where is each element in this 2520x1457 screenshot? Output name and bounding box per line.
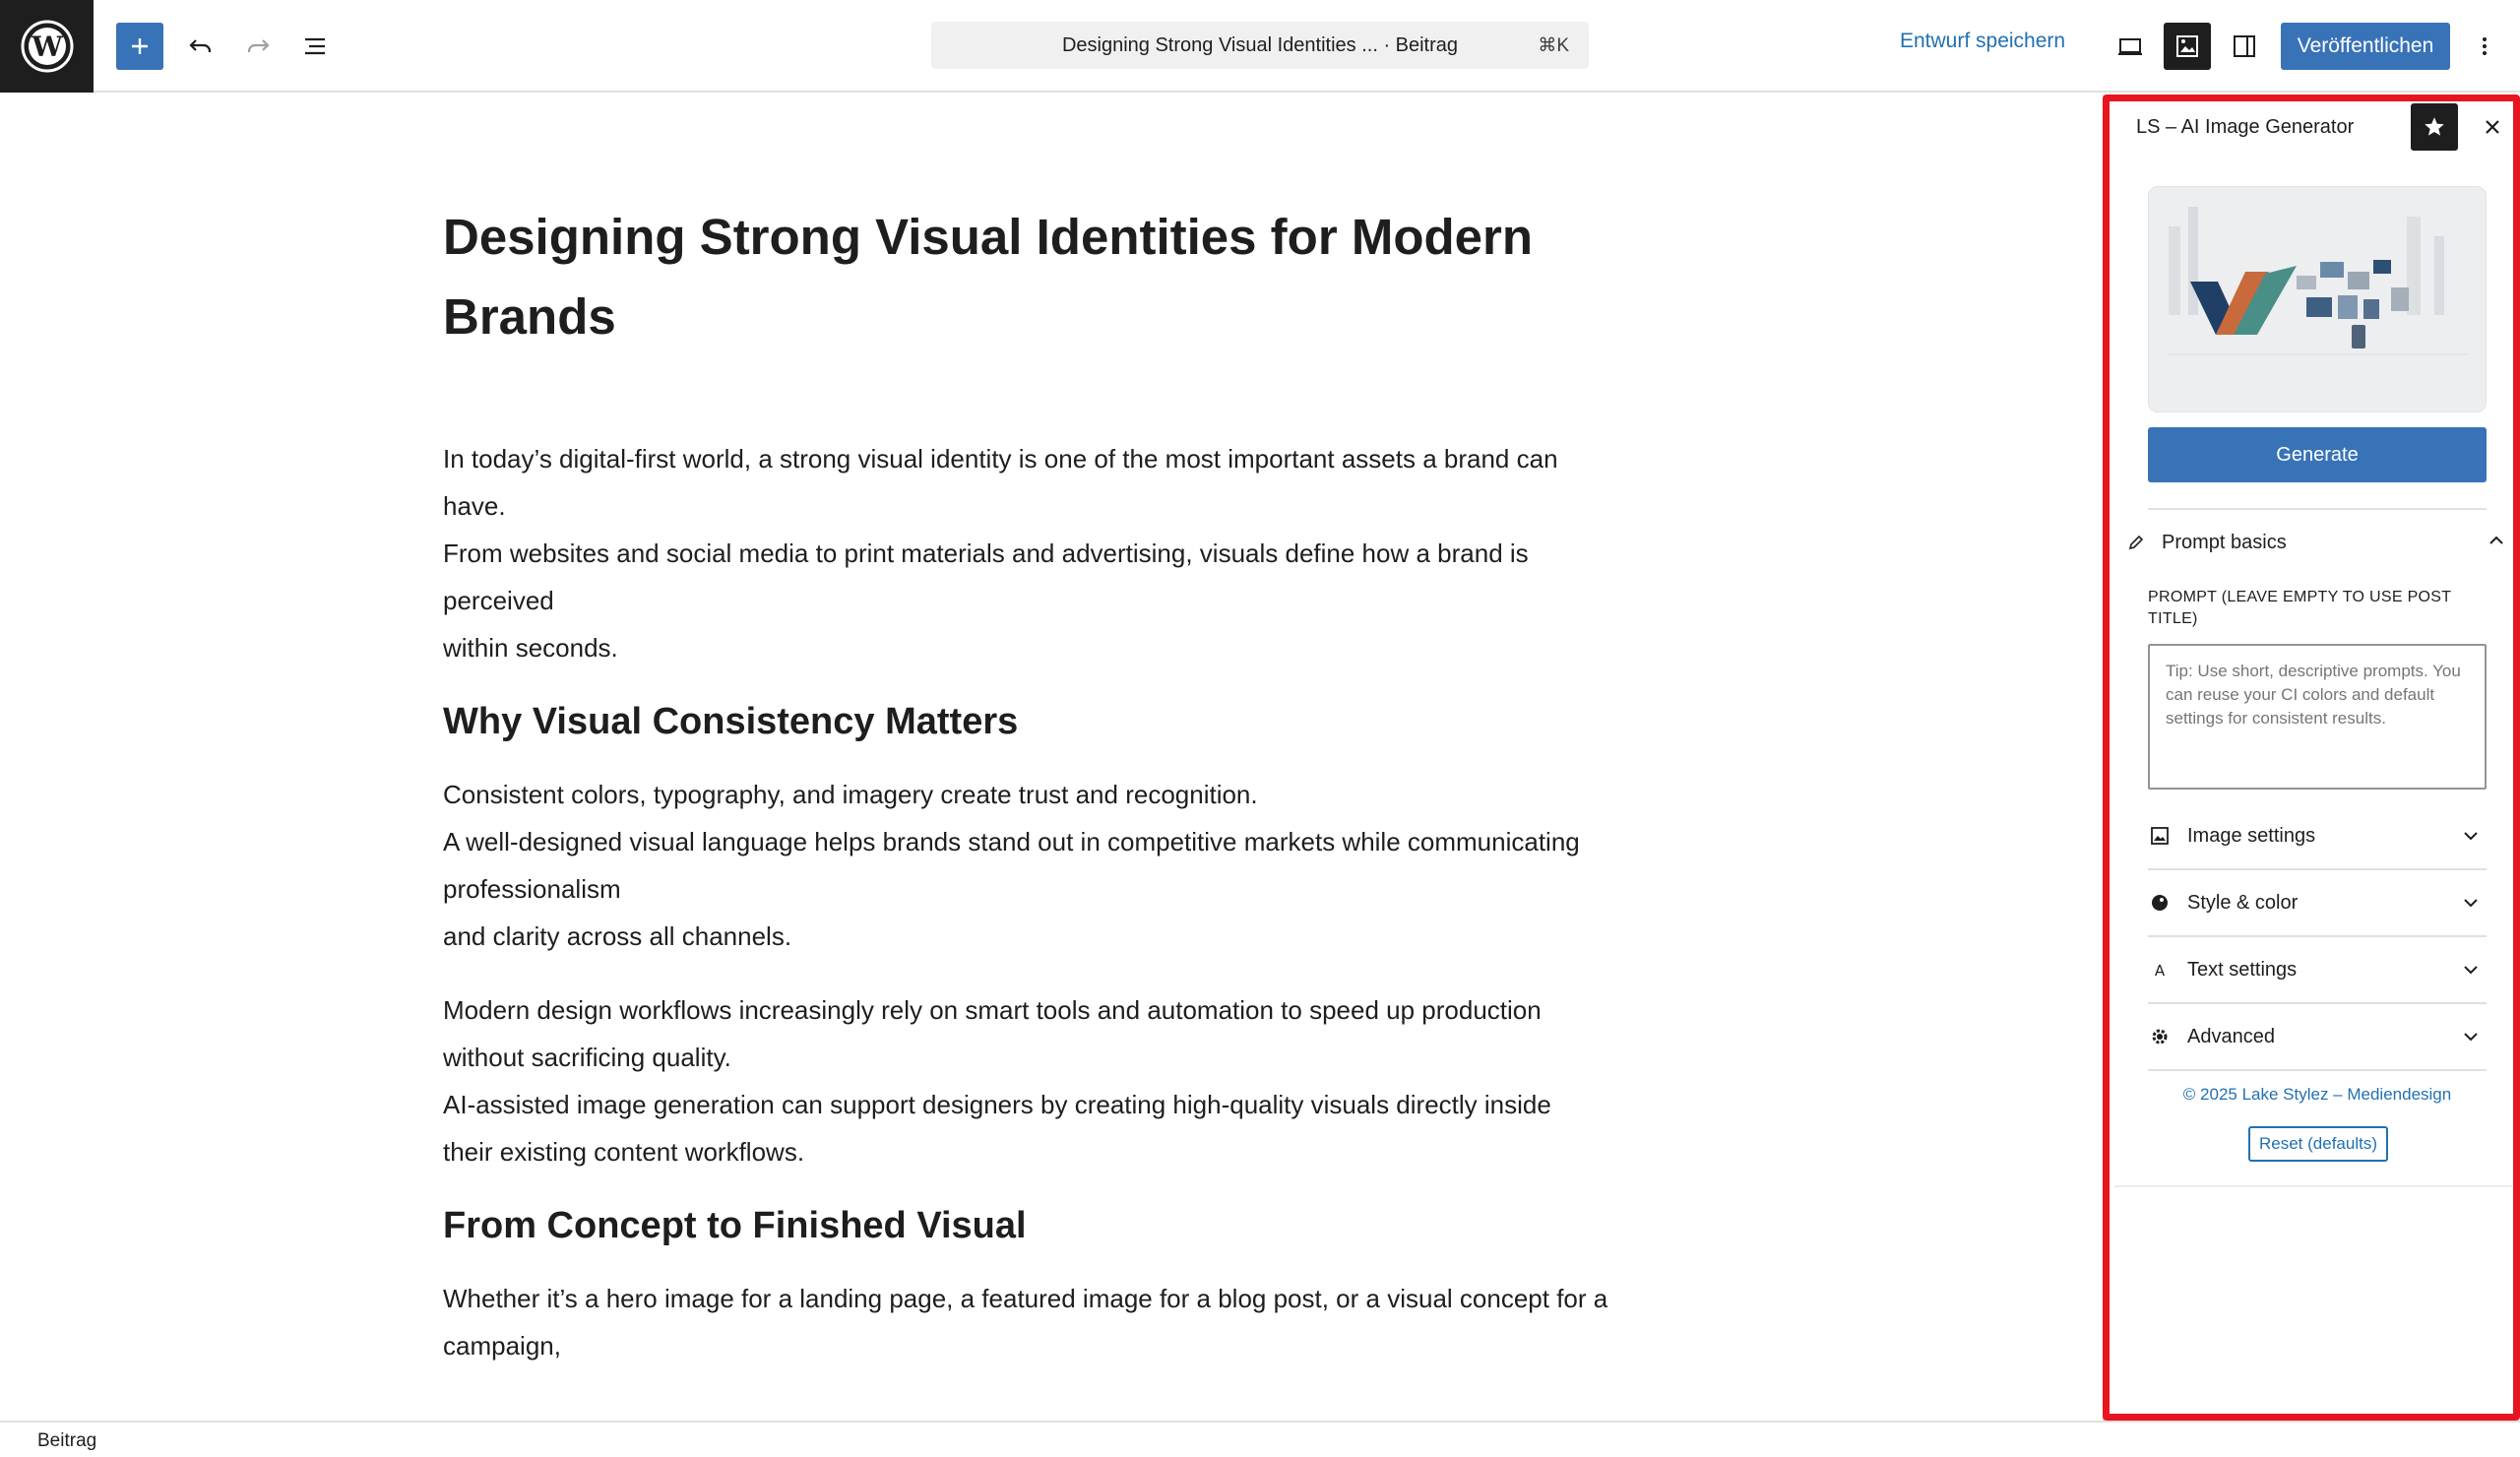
image-settings-label: Image settings xyxy=(2187,824,2316,847)
chevron-down-icon xyxy=(2459,824,2483,848)
chevron-up-icon xyxy=(2487,531,2506,555)
chevron-down-icon xyxy=(2459,958,2483,982)
generated-image-preview xyxy=(2148,186,2487,412)
chevron-down-icon xyxy=(2459,891,2483,915)
paragraph-line: campaign, xyxy=(443,1331,561,1361)
sidebar-title: LS – AI Image Generator xyxy=(2136,116,2355,138)
command-palette-bar[interactable] xyxy=(931,22,1589,69)
plus-icon xyxy=(128,34,152,58)
paragraph-block[interactable] xyxy=(443,986,1664,1175)
post-title[interactable]: Designing Strong Visual Identities for Modern Brands xyxy=(443,209,1533,345)
paragraph-line: AI-assisted image generation can support designers by creating high-quality visuals directly inside xyxy=(443,1090,1551,1119)
prompt-basics-label: Prompt basics xyxy=(2162,531,2287,553)
star-icon xyxy=(2422,114,2447,140)
paragraph-line: and clarity across all channels. xyxy=(443,921,792,951)
gear-icon xyxy=(2148,1025,2172,1048)
heading-block[interactable]: Why Visual Consistency Matters xyxy=(443,701,1019,742)
svg-text:A: A xyxy=(2154,962,2166,980)
heading-block[interactable]: From Concept to Finished Visual xyxy=(443,1205,1027,1246)
sidebar-header xyxy=(2105,95,2520,158)
copyright-link[interactable]: © 2025 Lake Stylez – Mediendesign xyxy=(2182,1085,2452,1104)
svg-text:W: W xyxy=(31,31,63,63)
prompt-basics-toggle[interactable] xyxy=(2124,518,2506,567)
options-menu-button[interactable] xyxy=(2461,23,2508,70)
image-generator-icon xyxy=(2173,32,2202,61)
list-view-icon xyxy=(301,32,329,60)
prompt-input[interactable] xyxy=(2148,644,2487,790)
palette-icon xyxy=(2148,891,2172,915)
paragraph-line: perceived xyxy=(443,586,554,615)
paragraph-line: within seconds. xyxy=(443,633,618,663)
editor-toolbar xyxy=(0,0,2520,93)
advanced-toggle[interactable] xyxy=(2148,1004,2487,1069)
paragraph-block[interactable] xyxy=(443,771,1664,960)
paragraph-block[interactable] xyxy=(443,435,1664,671)
style-color-label: Style & color xyxy=(2187,891,2299,914)
image-settings-toggle[interactable] xyxy=(2148,803,2487,868)
wordpress-logo-button[interactable] xyxy=(0,0,94,93)
chevron-down-icon xyxy=(2459,1025,2483,1048)
settings-sidebar-button[interactable] xyxy=(2221,23,2268,70)
ai-image-generator-sidebar xyxy=(2103,95,2520,1421)
text-settings-toggle[interactable] xyxy=(2148,937,2487,1002)
paragraph-line: without sacrificing quality. xyxy=(443,1043,731,1072)
add-block-button[interactable] xyxy=(116,23,163,70)
section-divider xyxy=(2148,508,2487,510)
text-icon xyxy=(2148,958,2172,982)
shortcut-hint: ⌘K xyxy=(1538,35,1569,56)
paragraph-line: From websites and social media to print materials and advertising, visuals define how a brand is xyxy=(443,538,1529,568)
undo-button[interactable] xyxy=(177,23,224,70)
redo-icon xyxy=(244,32,272,60)
more-vertical-icon xyxy=(2473,34,2496,58)
ai-image-plugin-button[interactable] xyxy=(2164,23,2211,70)
document-overview-button[interactable] xyxy=(291,23,339,70)
image-preview-graphic xyxy=(2149,187,2487,412)
section-divider xyxy=(2148,1069,2487,1071)
paragraph-line: Consistent colors, typography, and imagery create trust and recognition. xyxy=(443,780,1258,809)
save-draft-button[interactable]: Entwurf speichern xyxy=(1900,30,2066,52)
publish-button[interactable]: Veröffentlichen xyxy=(2281,23,2450,70)
redo-button[interactable] xyxy=(234,23,282,70)
text-settings-label: Text settings xyxy=(2187,958,2298,981)
editor-canvas xyxy=(443,197,1664,1396)
paragraph-line: Modern design workflows increasingly rely on smart tools and automation to speed up production xyxy=(443,995,1542,1025)
paragraph-line: professionalism xyxy=(443,874,621,904)
reset-defaults-button[interactable]: Reset (defaults) xyxy=(2248,1126,2388,1162)
pencil-icon xyxy=(2124,531,2148,554)
paragraph-line: have. xyxy=(443,491,506,521)
panel-bottom-divider xyxy=(2114,1185,2512,1187)
block-breadcrumb[interactable]: Beitrag xyxy=(37,1430,97,1451)
paragraph-line: Whether it’s a hero image for a landing page, a featured image for a blog post, or a visual concept for a xyxy=(443,1284,1608,1313)
close-sidebar-button[interactable] xyxy=(2469,103,2516,151)
style-color-toggle[interactable] xyxy=(2148,870,2487,935)
close-icon xyxy=(2482,116,2503,138)
prompt-label: PROMPT (LEAVE EMPTY TO USE POST TITLE) xyxy=(2148,589,2452,627)
paragraph-line: their existing content workflows. xyxy=(443,1137,805,1167)
paragraph-block[interactable] xyxy=(443,1275,1664,1369)
desktop-preview-icon xyxy=(2115,32,2145,61)
sidebar-toggle-icon xyxy=(2230,32,2259,61)
advanced-label: Advanced xyxy=(2187,1025,2275,1047)
pin-favorite-button[interactable] xyxy=(2411,103,2458,151)
generate-button[interactable]: Generate xyxy=(2148,427,2487,482)
image-icon xyxy=(2148,824,2172,848)
undo-icon xyxy=(187,32,215,60)
editor-footer xyxy=(0,1421,2520,1457)
paragraph-line: In today’s digital-first world, a strong visual identity is one of the most important assets a brand can xyxy=(443,444,1558,474)
preview-button[interactable] xyxy=(2107,23,2154,70)
document-title: Designing Strong Visual Identities ... · Beitrag xyxy=(1061,33,1459,56)
paragraph-line: A well-designed visual language helps brands stand out in competitive markets while communicating xyxy=(443,827,1580,856)
wordpress-logo-icon xyxy=(20,19,75,74)
